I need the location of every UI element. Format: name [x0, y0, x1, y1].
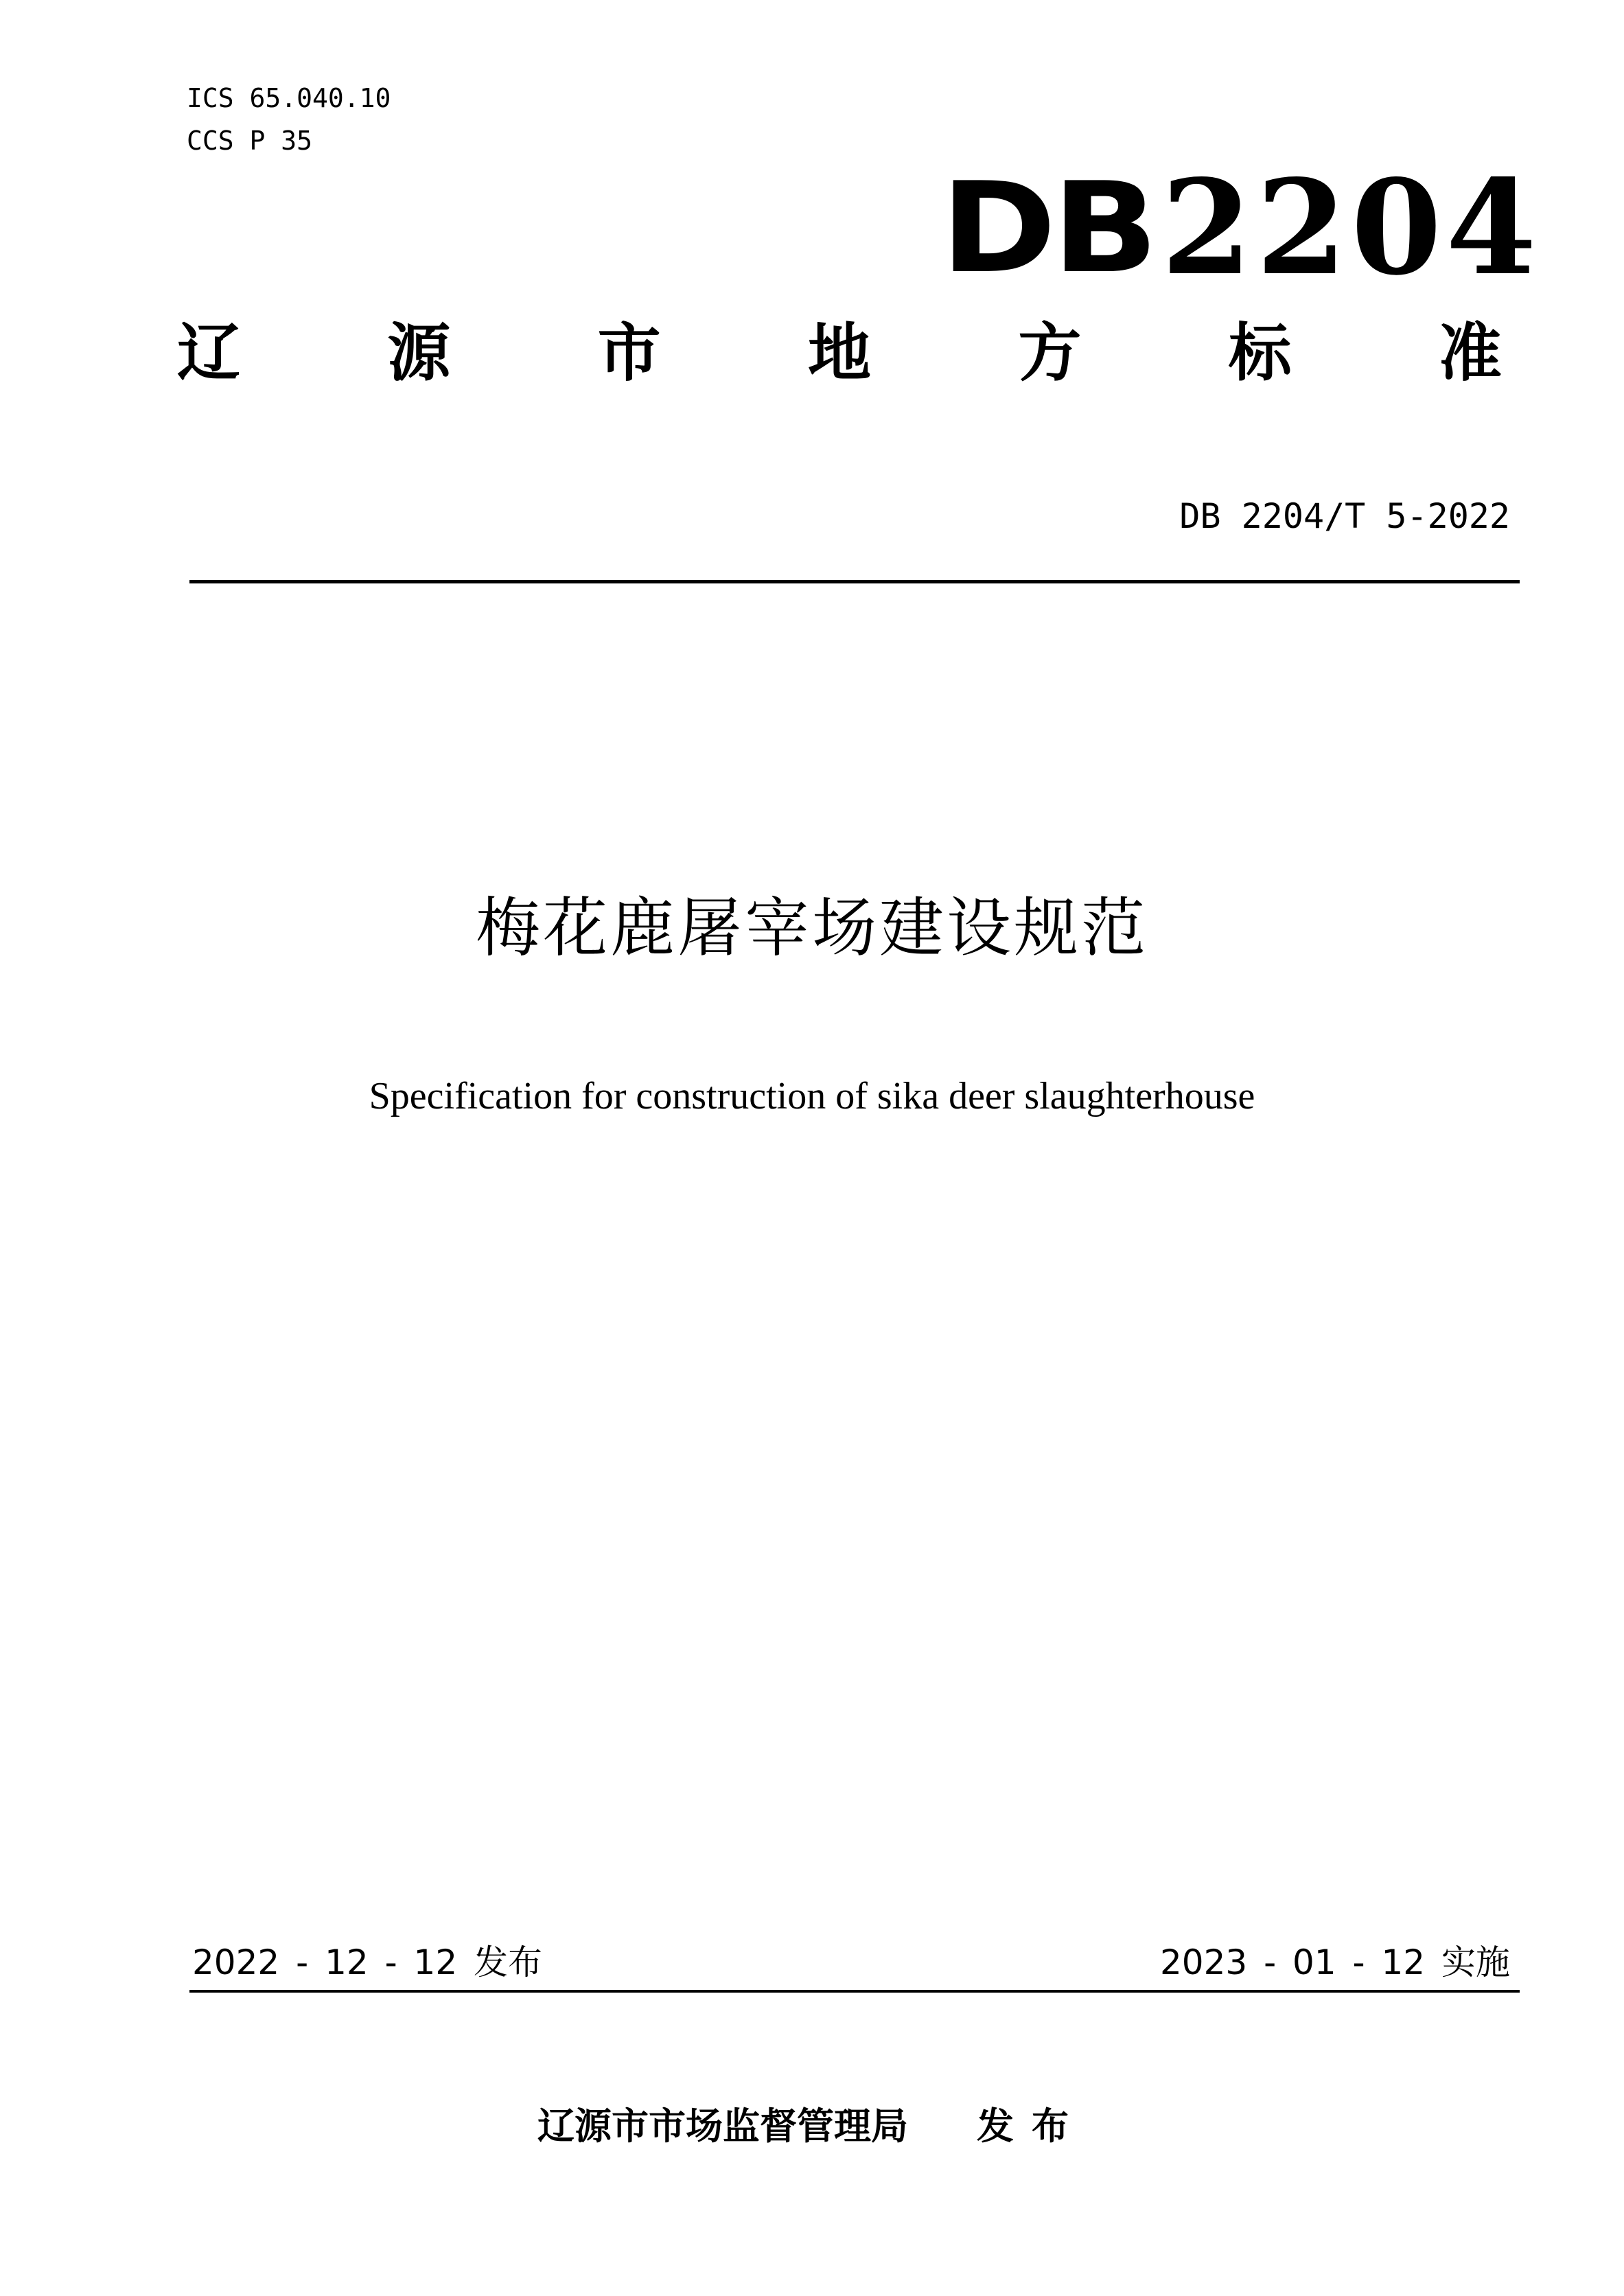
standard-number: DB 2204/T 5-2022	[1179, 496, 1510, 536]
top-divider	[189, 580, 1520, 583]
issue-date: 2022 - 12 - 12 发布	[192, 1943, 543, 1982]
standard-type-char: 市	[597, 316, 661, 390]
standard-type-char: 准	[1438, 316, 1502, 390]
ccs-code: CCS P 35	[187, 126, 313, 156]
standard-type-char: 标	[1228, 316, 1292, 390]
standard-mark-letters: DB	[940, 155, 1155, 301]
standard-type-char: 源	[387, 316, 451, 390]
standard-type-char: 地	[807, 316, 871, 390]
document-title-cn: 梅花鹿屠宰场建设规范	[475, 891, 1148, 966]
standard-mark-number: 2204	[1161, 151, 1541, 304]
standard-type-char: 辽	[177, 316, 241, 390]
standard-type-heading	[177, 312, 1502, 395]
document-title-en: Specification for construction of sika deer slaughterhouse	[369, 1075, 1255, 1117]
bottom-divider	[189, 1990, 1520, 1993]
publisher-action: 发布	[977, 2104, 1087, 2148]
publisher-line	[0, 2102, 1624, 2150]
standard-mark	[940, 151, 1541, 304]
publisher-name: 辽源市市场监督管理局	[537, 2104, 908, 2148]
ics-code: ICS 65.040.10	[187, 83, 391, 113]
implementation-date: 2023 - 01 - 12 实施	[1159, 1943, 1510, 1982]
standard-type-char: 方	[1018, 316, 1082, 390]
